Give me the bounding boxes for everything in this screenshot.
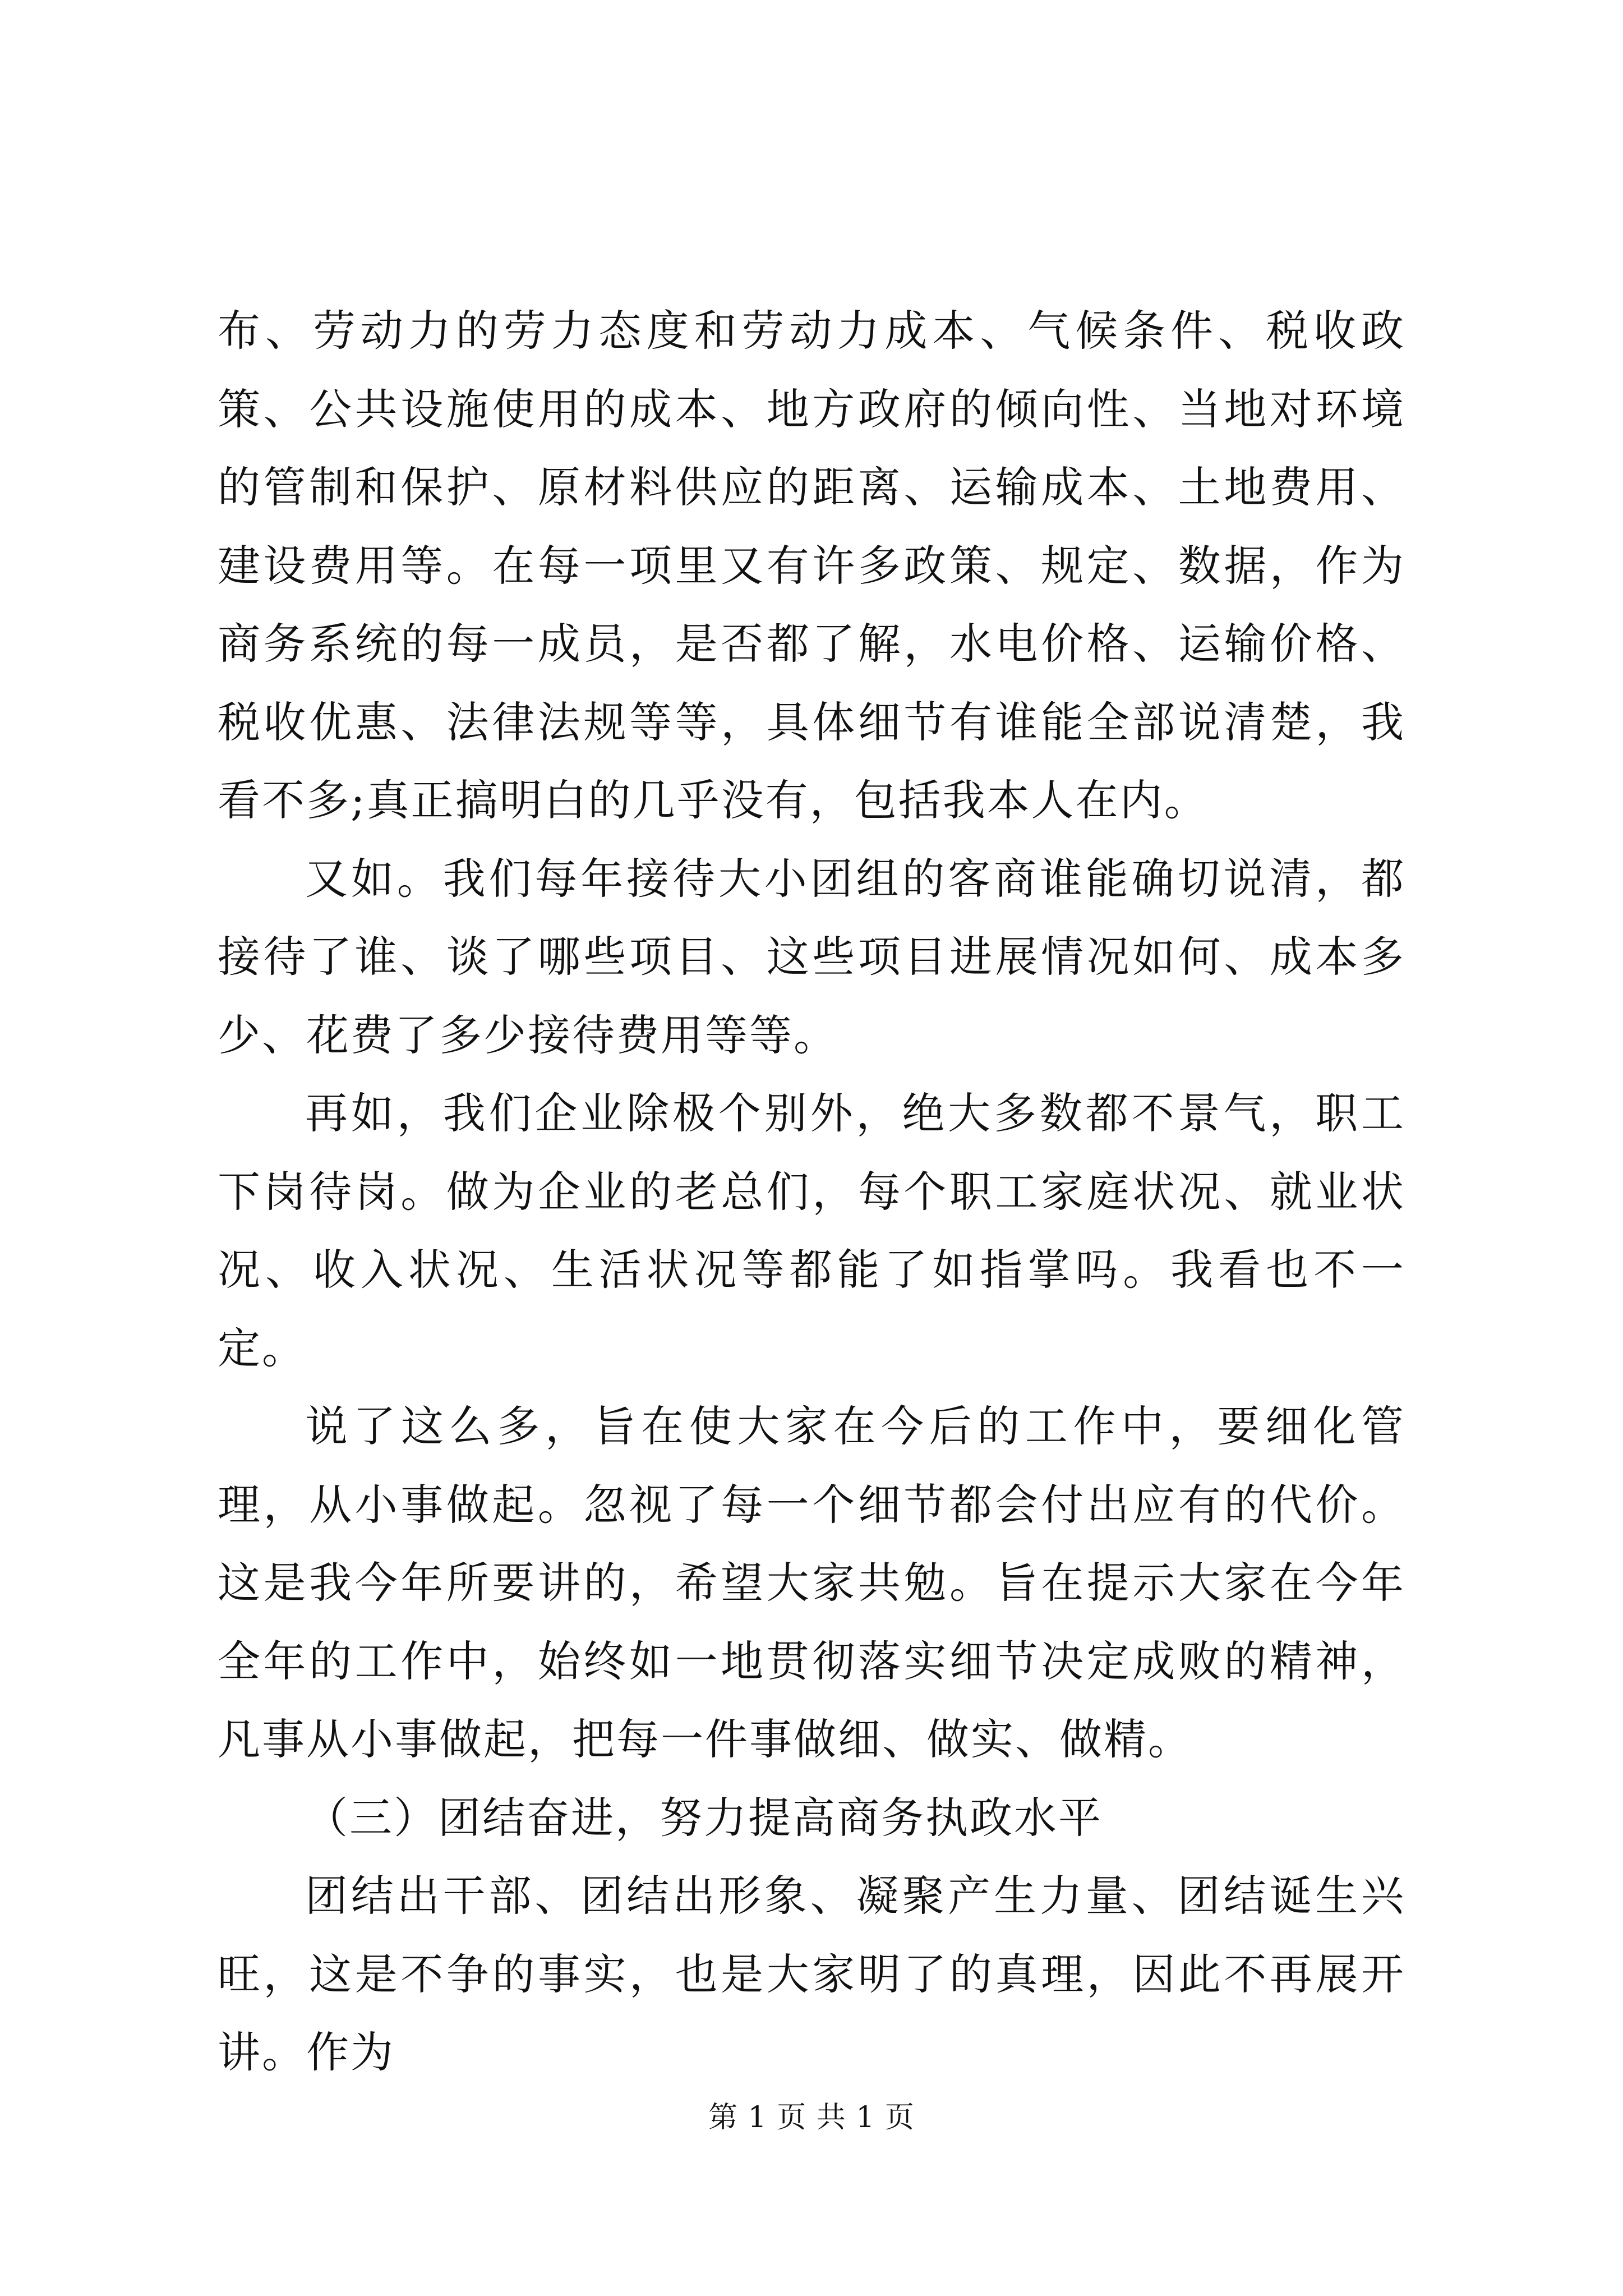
page-footer: 第 1 页 共 1 页 (708, 2101, 915, 2134)
paragraph-continuation: 布、劳动力的劳力态度和劳动力成本、气候条件、税收政策、公共设施使用的成本、地方政府的倾向性、当地对环境的管制和保护、原材料供应的距离、运输成本、土地费用、建设费用等。在每一项里又有许多政策、规定、数据，作为商务系统的每一成员，是否都了解，水电价格、运输价格、税收优惠、法律法规等等，具体细节有谁能全部说清楚，我看不多;真正搞明白的几乎没有，包括我本人在内。 (218, 306, 1405, 825)
paragraph-unity: 团结出干部、团结出形象、凝聚产生力量、团结诞生兴旺，这是不争的事实，也是大家明了的真理，因此不再展开讲。作为 (218, 1871, 1405, 2077)
paragraph-enterprise-example: 再如，我们企业除极个别外，绝大多数都不景气，职工下岗待岗。做为企业的老总们，每个职工家庭状况、就业状况、收入状况、生活状况等都能了如指掌吗。我看也不一定。 (218, 1088, 1405, 1373)
paragraph-summary: 说了这么多，旨在使大家在今后的工作中，要细化管理，从小事做起。忽视了每一个细节都会付出应有的代价。这是我今年所要讲的，希望大家共勉。旨在提示大家在今年全年的工作中，始终如一地贯彻落实细节决定成败的精神，凡事从小事做起，把每一件事做细、做实、做精。 (218, 1401, 1405, 1764)
section-heading: （三）团结奋进，努力提高商务执政水平 (305, 1792, 1103, 1843)
paragraph-reception-example: 又如。我们每年接待大小团组的客商谁能确切说清，都接待了谁、谈了哪些项目、这些项目进展情况如何、成本多少、花费了多少接待费用等等。 (218, 853, 1405, 1060)
document-body (218, 292, 1405, 2092)
